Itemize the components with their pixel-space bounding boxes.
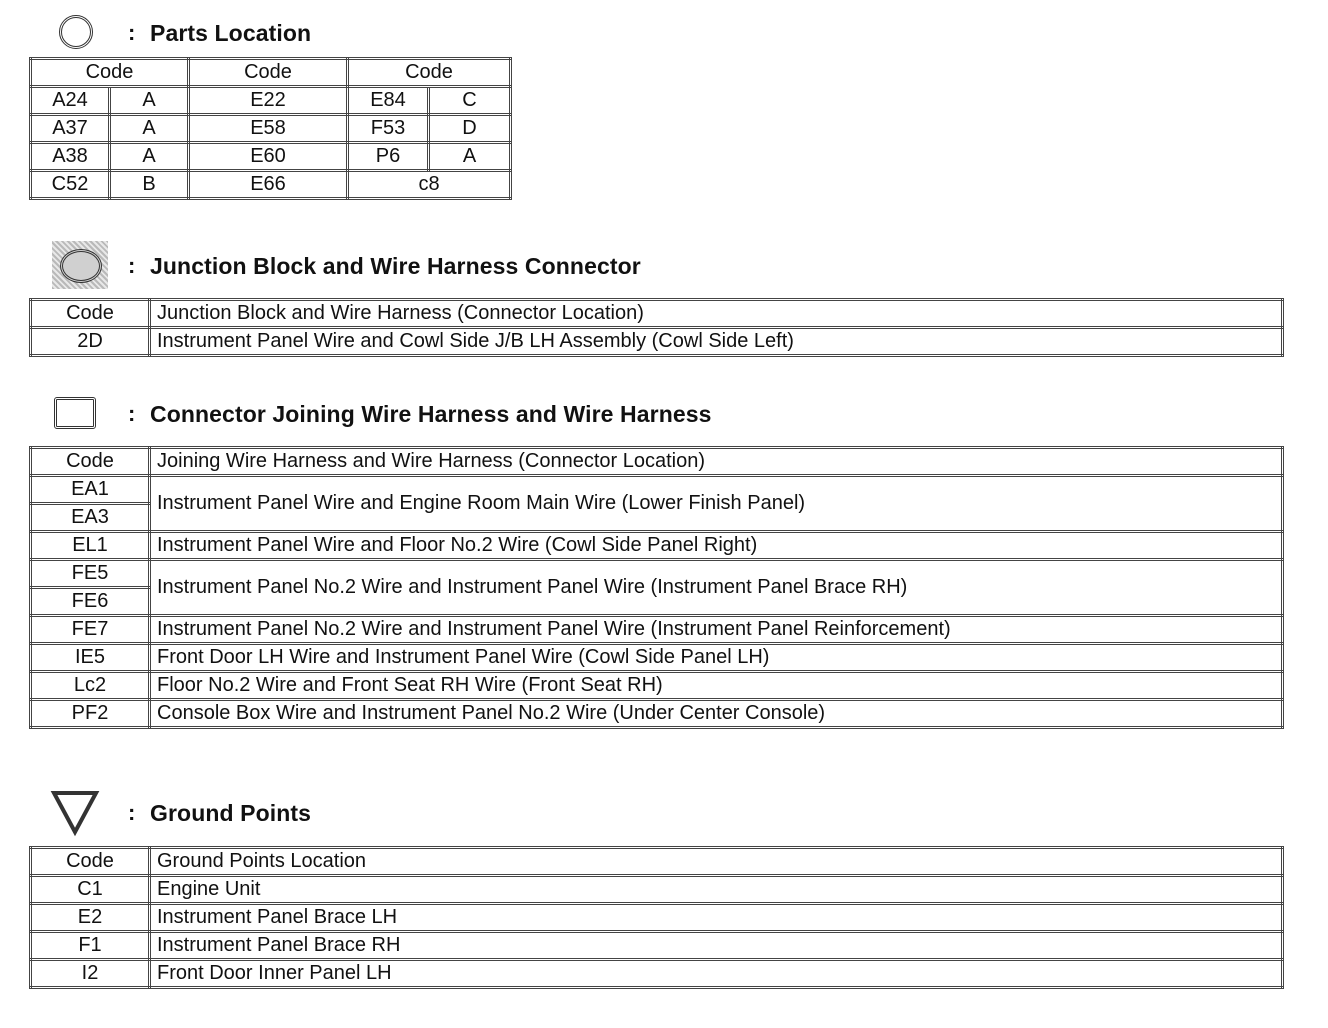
location-letter-cell: D xyxy=(429,115,511,143)
code-cell: EA3 xyxy=(31,504,150,532)
table-row xyxy=(31,115,511,143)
heading-colon: : xyxy=(128,20,136,45)
code-cell: A37 xyxy=(31,115,110,143)
heading-colon: : xyxy=(128,800,136,825)
table-row xyxy=(31,700,1283,728)
table-row xyxy=(31,87,511,115)
table-row xyxy=(31,644,1283,672)
code-cell: P6 xyxy=(348,143,429,171)
table-header-row xyxy=(31,848,1283,876)
table-row xyxy=(31,672,1283,700)
code-cell: F1 xyxy=(31,932,150,960)
table-row xyxy=(31,876,1283,904)
code-cell: C52 xyxy=(31,171,110,199)
heading-colon: : xyxy=(128,401,136,426)
column-header: Joining Wire Harness and Wire Harness (Connector Location) xyxy=(150,448,1283,476)
square-connector-icon xyxy=(50,389,110,439)
table-row xyxy=(31,532,1283,560)
code-cell: FE7 xyxy=(31,616,150,644)
column-header: Ground Points Location xyxy=(150,848,1283,876)
code-cell: 2D xyxy=(31,328,150,356)
code-cell: E22 xyxy=(189,87,348,115)
description-cell: Front Door LH Wire and Instrument Panel Wire (Cowl Side Panel LH) xyxy=(150,644,1283,672)
ground-triangle-icon xyxy=(50,788,110,838)
column-header: Code xyxy=(31,300,150,328)
code-cell: EA1 xyxy=(31,476,150,504)
description-cell: Instrument Panel Brace LH xyxy=(150,904,1283,932)
location-letter-cell: A xyxy=(110,143,189,171)
location-letter-cell: C xyxy=(429,87,511,115)
connector-joining-heading xyxy=(50,389,712,439)
ground-points-heading xyxy=(50,788,311,838)
description-cell: Instrument Panel Brace RH xyxy=(150,932,1283,960)
description-cell: Console Box Wire and Instrument Panel No.2 Wire (Under Center Console) xyxy=(150,700,1283,728)
ground-points-table xyxy=(29,846,1284,989)
location-letter-cell: B xyxy=(110,171,189,199)
location-letter-cell: A xyxy=(429,143,511,171)
table-row xyxy=(31,560,1283,588)
column-header: Code xyxy=(348,59,511,87)
code-cell: E84 xyxy=(348,87,429,115)
parts-location-table xyxy=(29,57,512,200)
code-cell: c8 xyxy=(348,171,511,199)
column-header: Junction Block and Wire Harness (Connector Location) xyxy=(150,300,1283,328)
circle-icon xyxy=(50,8,110,58)
column-header: Code xyxy=(189,59,348,87)
connector-joining-title: Connector Joining Wire Harness and Wire Harness xyxy=(150,400,712,427)
description-cell: Instrument Panel No.2 Wire and Instrument Panel Wire (Instrument Panel Brace RH) xyxy=(150,560,1283,616)
table-row xyxy=(31,328,1283,356)
table-row xyxy=(31,904,1283,932)
junction-block-title: Junction Block and Wire Harness Connector xyxy=(150,252,641,279)
code-cell: E60 xyxy=(189,143,348,171)
description-cell: Instrument Panel Wire and Engine Room Main Wire (Lower Finish Panel) xyxy=(150,476,1283,532)
ground-points-title: Ground Points xyxy=(150,799,312,826)
table-row xyxy=(31,476,1283,504)
code-cell: Lc2 xyxy=(31,672,150,700)
connector-joining-table xyxy=(29,446,1284,729)
code-cell: PF2 xyxy=(31,700,150,728)
code-cell: FE6 xyxy=(31,588,150,616)
description-cell: Engine Unit xyxy=(150,876,1283,904)
code-cell: IE5 xyxy=(31,644,150,672)
location-letter-cell: A xyxy=(110,87,189,115)
heading-colon: : xyxy=(128,253,136,278)
table-row xyxy=(31,616,1283,644)
parts-location-heading xyxy=(50,8,311,58)
code-cell: FE5 xyxy=(31,560,150,588)
table-row xyxy=(31,960,1283,988)
code-cell: I2 xyxy=(31,960,150,988)
junction-block-table xyxy=(29,298,1284,357)
junction-block-icon xyxy=(50,241,110,291)
description-cell: Instrument Panel Wire and Floor No.2 Wire (Cowl Side Panel Right) xyxy=(150,532,1283,560)
junction-block-heading xyxy=(50,241,641,291)
column-header: Code xyxy=(31,448,150,476)
code-cell: E66 xyxy=(189,171,348,199)
code-cell: E2 xyxy=(31,904,150,932)
table-row xyxy=(31,171,511,199)
code-cell: F53 xyxy=(348,115,429,143)
description-cell: Instrument Panel Wire and Cowl Side J/B LH Assembly (Cowl Side Left) xyxy=(150,328,1283,356)
code-cell: E58 xyxy=(189,115,348,143)
description-cell: Instrument Panel No.2 Wire and Instrument Panel Wire (Instrument Panel Reinforcement) xyxy=(150,616,1283,644)
code-cell: C1 xyxy=(31,876,150,904)
table-row xyxy=(31,932,1283,960)
code-cell: A38 xyxy=(31,143,110,171)
column-header: Code xyxy=(31,848,150,876)
code-cell: EL1 xyxy=(31,532,150,560)
code-cell: A24 xyxy=(31,87,110,115)
table-row xyxy=(31,143,511,171)
description-cell: Front Door Inner Panel LH xyxy=(150,960,1283,988)
parts-location-title: Parts Location xyxy=(150,19,312,46)
column-header: Code xyxy=(31,59,189,87)
table-header-row xyxy=(31,59,511,87)
description-cell: Floor No.2 Wire and Front Seat RH Wire (Front Seat RH) xyxy=(150,672,1283,700)
table-header-row xyxy=(31,448,1283,476)
table-header-row xyxy=(31,300,1283,328)
location-letter-cell: A xyxy=(110,115,189,143)
